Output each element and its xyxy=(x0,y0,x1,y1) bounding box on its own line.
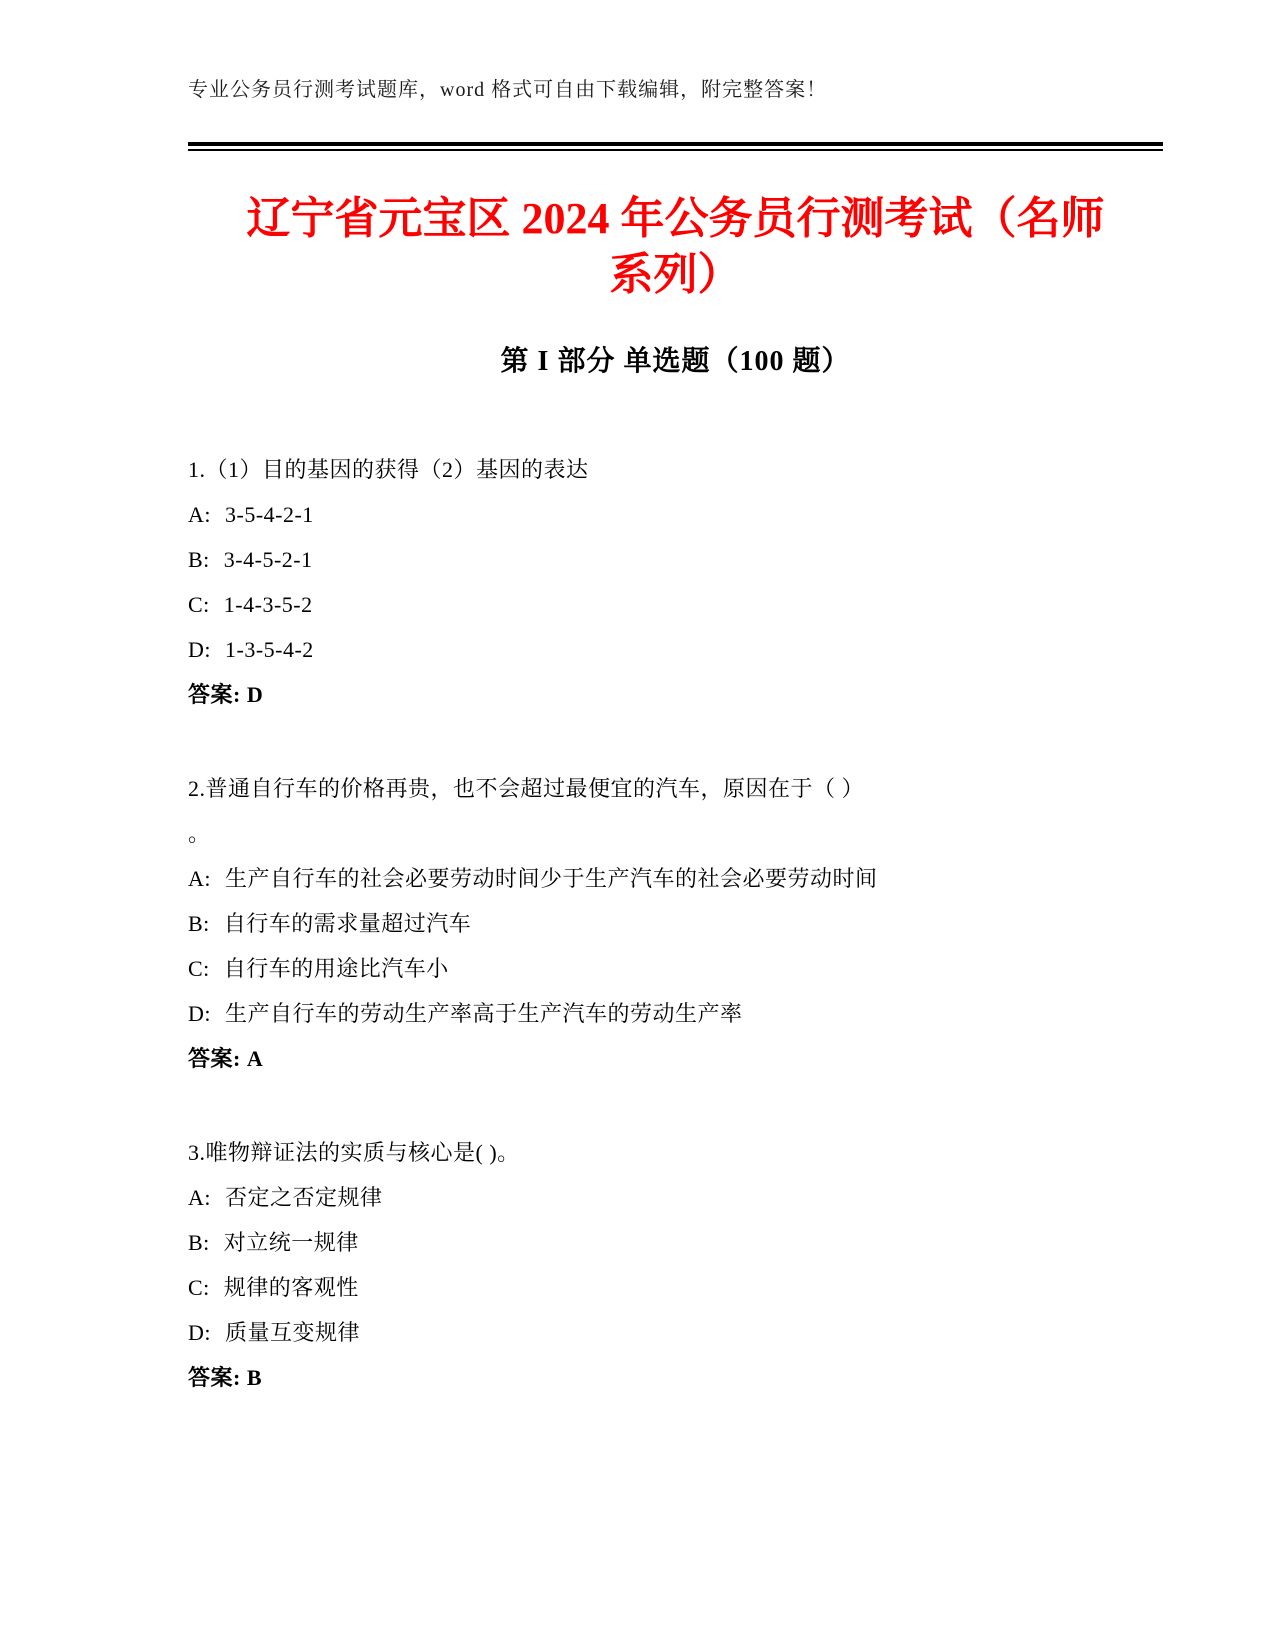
page-title xyxy=(188,191,1163,303)
header-rule-thin xyxy=(188,149,1163,151)
option-text: 否定之否定规律 xyxy=(225,1185,383,1210)
question-stem xyxy=(188,1130,1163,1175)
option-line xyxy=(188,582,1163,627)
question-block xyxy=(188,1130,1163,1400)
option-label: A: xyxy=(188,502,211,527)
option-text: 3-5-4-2-1 xyxy=(225,502,314,527)
stem-line: 3.唯物辩证法的实质与核心是( )。 xyxy=(188,1140,520,1165)
option-line xyxy=(188,537,1163,582)
option-label: D: xyxy=(188,1001,211,1026)
answer-line: 答案: B xyxy=(188,1365,263,1390)
page-content xyxy=(188,0,1163,1400)
page-title-line-1: 辽宁省元宝区 2024 年公务员行测考试（名师 xyxy=(246,194,1105,243)
answer-line: 答案: A xyxy=(188,1046,264,1071)
option-line xyxy=(188,627,1163,672)
stem-line: 2.普通自行车的价格再贵，也不会超过最便宜的汽车，原因在于（ ） xyxy=(188,776,865,801)
option-text: 1-3-5-4-2 xyxy=(225,637,314,662)
page-title-line-2: 系列） xyxy=(609,250,742,299)
question-stem xyxy=(188,766,1163,856)
question-block xyxy=(188,447,1163,717)
option-line xyxy=(188,856,1163,901)
option-label: D: xyxy=(188,637,211,662)
option-label: C: xyxy=(188,1275,210,1300)
option-text: 对立统一规律 xyxy=(223,1230,359,1255)
option-line xyxy=(188,1310,1163,1355)
option-text: 生产自行车的劳动生产率高于生产汽车的劳动生产率 xyxy=(225,1001,743,1026)
option-label: A: xyxy=(188,1185,211,1210)
question-stem xyxy=(188,447,1163,492)
option-text: 自行车的需求量超过汽车 xyxy=(223,911,472,936)
option-text: 1-4-3-5-2 xyxy=(223,592,313,617)
section-heading: 第 I 部分 单选题（100 题） xyxy=(500,346,851,377)
option-label: C: xyxy=(188,956,210,981)
option-line xyxy=(188,1265,1163,1310)
option-line xyxy=(188,991,1163,1036)
option-list xyxy=(188,856,1163,1036)
option-text: 规律的客观性 xyxy=(223,1275,359,1300)
option-text: 质量互变规律 xyxy=(225,1320,361,1345)
option-line xyxy=(188,1175,1163,1220)
option-list xyxy=(188,492,1163,672)
question-block xyxy=(188,766,1163,1081)
option-line xyxy=(188,492,1163,537)
header-note: 专业公务员行测考试题库，word 格式可自由下载编辑，附完整答案！ xyxy=(188,79,828,101)
option-text: 生产自行车的社会必要劳动时间少于生产汽车的社会必要劳动时间 xyxy=(225,866,878,891)
option-label: D: xyxy=(188,1320,211,1345)
option-label: B: xyxy=(188,1230,210,1255)
question-list xyxy=(188,447,1163,1400)
option-label: B: xyxy=(188,911,210,936)
option-list xyxy=(188,1175,1163,1355)
option-label: B: xyxy=(188,547,210,572)
option-label: A: xyxy=(188,866,211,891)
answer-line: 答案: D xyxy=(188,682,264,707)
option-text: 3-4-5-2-1 xyxy=(223,547,313,572)
option-line xyxy=(188,946,1163,991)
stem-line: 。 xyxy=(188,821,211,846)
option-line xyxy=(188,901,1163,946)
option-line xyxy=(188,1220,1163,1265)
option-label: C: xyxy=(188,592,210,617)
option-text: 自行车的用途比汽车小 xyxy=(223,956,449,981)
stem-line: 1.（1）目的基因的获得（2）基因的表达 xyxy=(188,457,589,482)
header-double-rule xyxy=(188,142,1163,151)
